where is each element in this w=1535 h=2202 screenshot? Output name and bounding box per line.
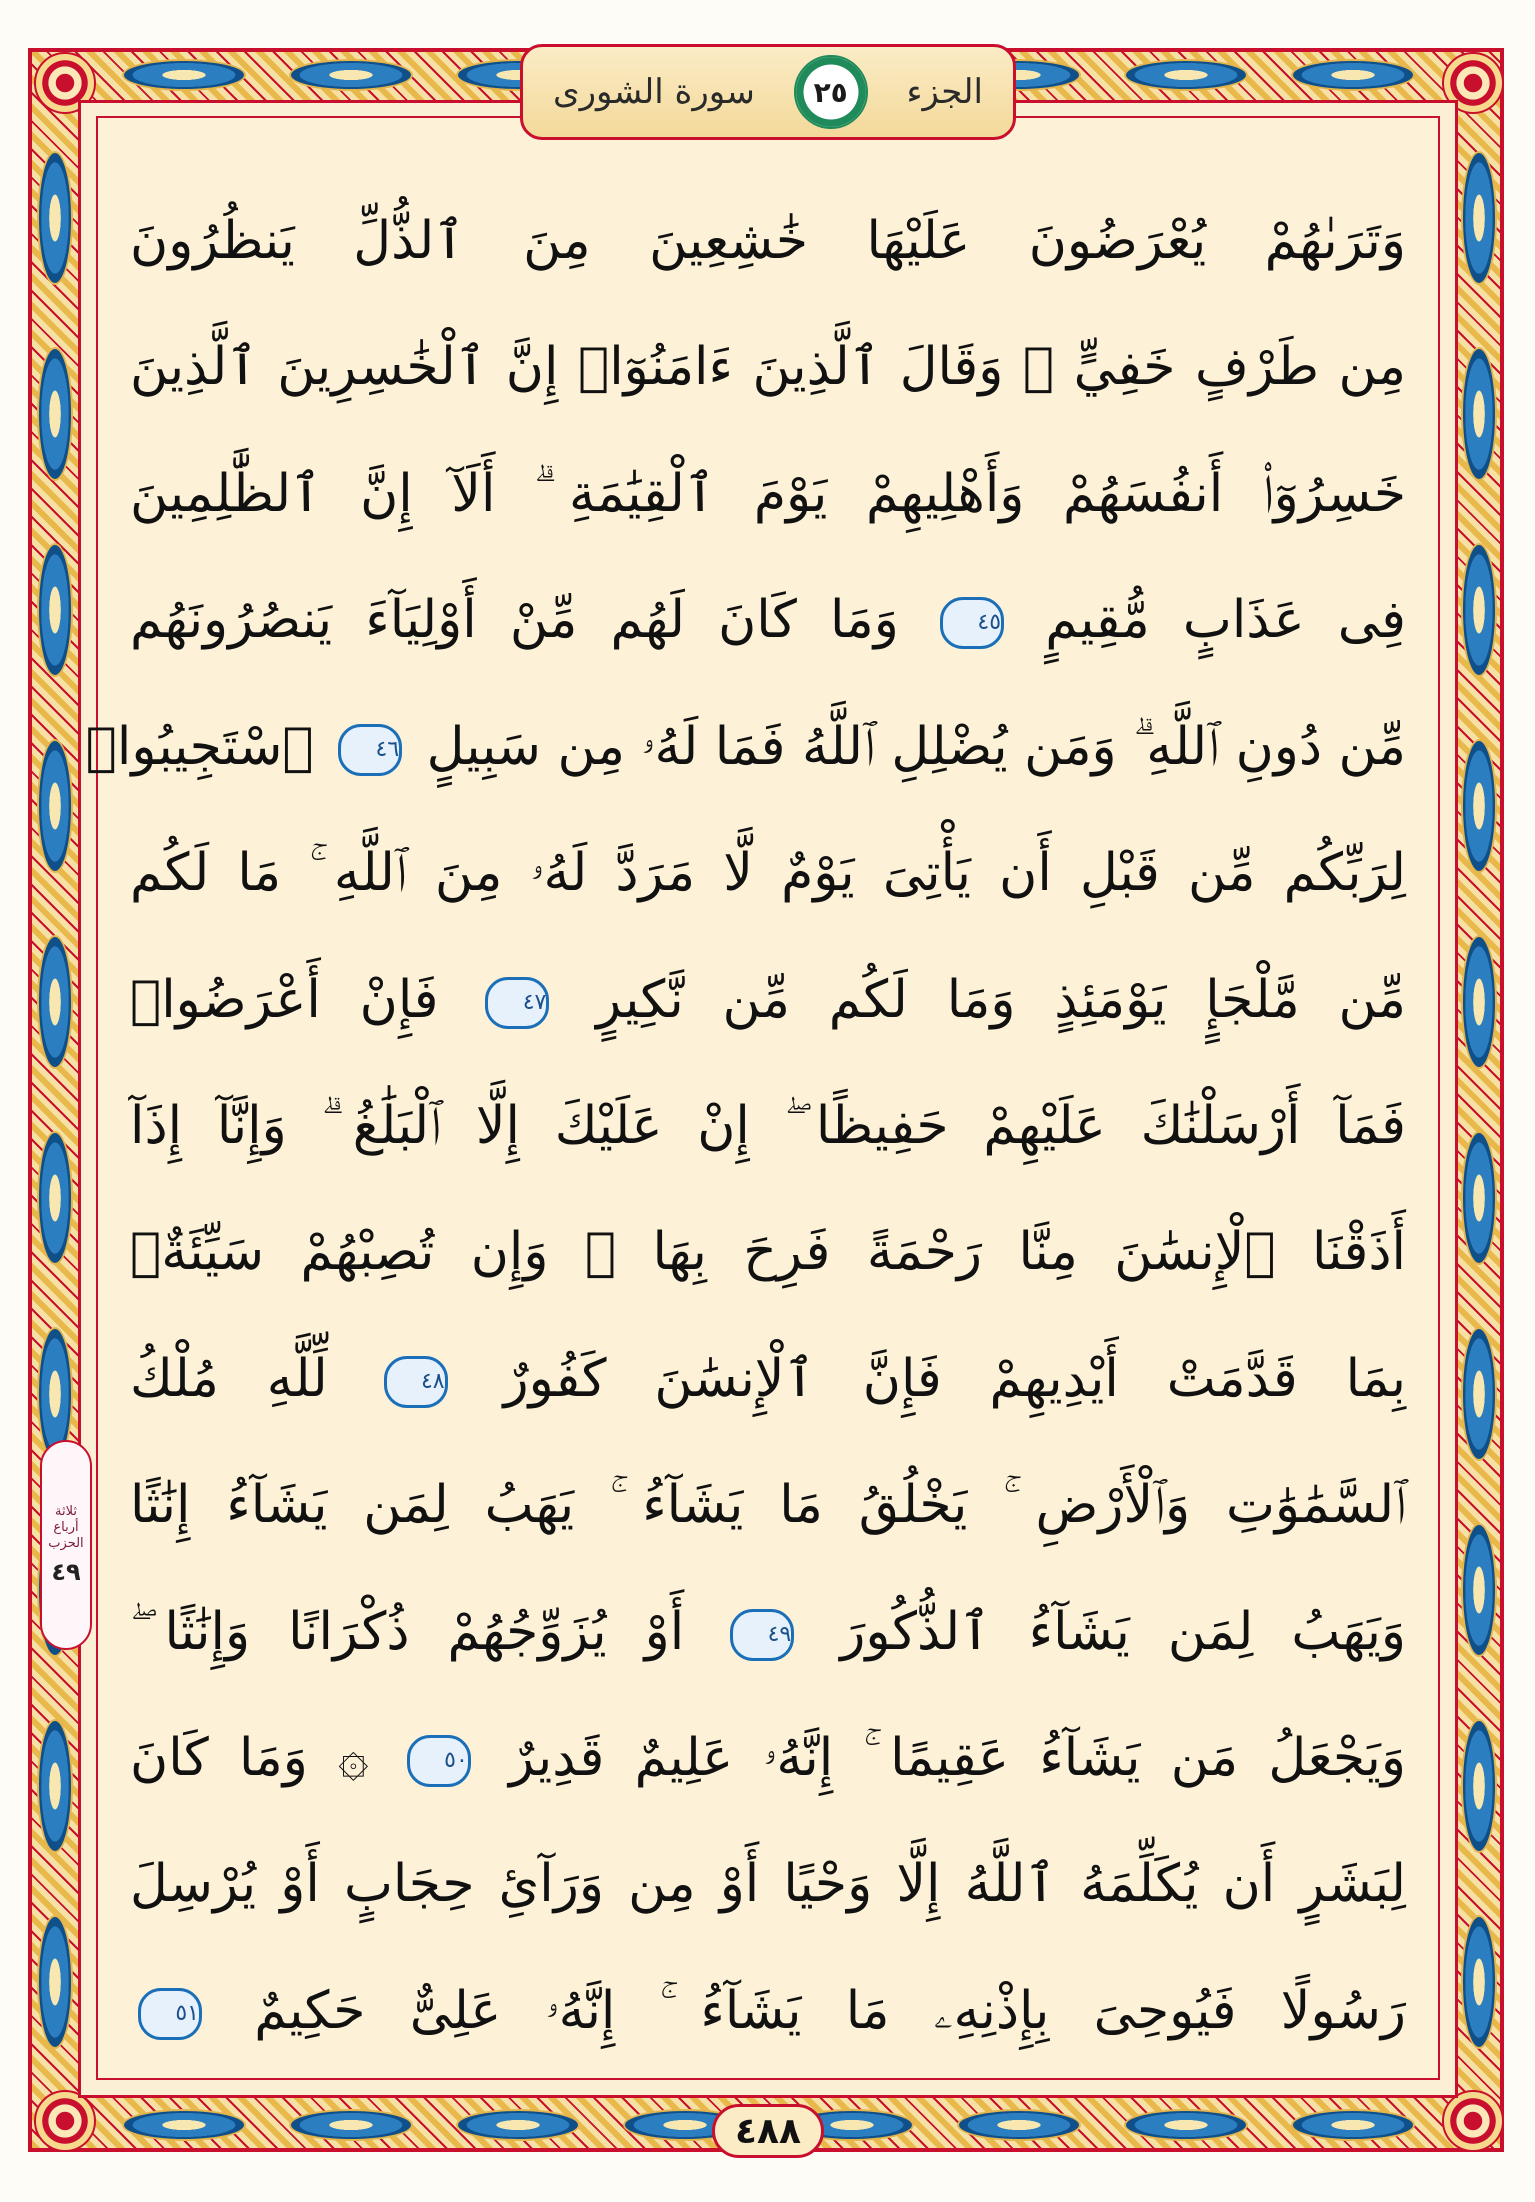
ornament-medallion xyxy=(122,59,246,91)
line-text: أَذَقْنَا ٱلْإِنسَٰنَ مِنَّا رَحْمَةً فَرِحَ بِهَا ۖ وَإِن تُصِبْهُمْ سَيِّئَةٌۢ xyxy=(130,1222,1406,1283)
ornament-medallion xyxy=(1461,151,1497,285)
ayah-number-marker: ٥٠ xyxy=(407,1735,471,1787)
juz-label: الجزء xyxy=(906,72,983,112)
text-line xyxy=(130,945,1406,1055)
ayah-number-marker: ٤٨ xyxy=(384,1356,448,1408)
ornament-medallion xyxy=(37,935,73,1069)
ornament-medallion xyxy=(37,739,73,873)
ornament-medallion xyxy=(1124,59,1248,91)
line-text: وَتَرَىٰهُمْ يُعْرَضُونَ عَلَيْهَا خَٰشِعِينَ مِنَ ٱلذُّلِّ يَنظُرُونَ xyxy=(130,211,1406,271)
text-line xyxy=(130,439,1406,549)
line-text: أَوْ يُزَوِّجُهُمْ ذُكْرَانًا وَإِنَٰثًا ۖ xyxy=(130,1601,685,1662)
page-header xyxy=(520,44,1016,140)
text-line xyxy=(130,565,1406,675)
ornament-medallion xyxy=(1124,2109,1248,2141)
ornament-medallion xyxy=(289,2109,413,2141)
ornament-medallion xyxy=(1461,1131,1497,1265)
line-text: وَيَجْعَلُ مَن يَشَآءُ عَقِيمًا ۚ إِنَّهُۥ عَلِيمٌ قَدِيرٌ xyxy=(509,1728,1407,1789)
line-text: ۞ وَمَا كَانَ xyxy=(130,1728,369,1789)
ornament-medallion xyxy=(37,151,73,285)
hizb-number: ٤٩ xyxy=(51,1558,81,1586)
line-text: وَمَا كَانَ لَهُم مِّنْ أَوْلِيَآءَ يَنصُرُونَهُم xyxy=(130,590,899,651)
ayah-number-marker: ٤٥ xyxy=(940,597,1004,649)
line-text: لِبَشَرٍ أَن يُكَلِّمَهُ ٱللَّهُ إِلَّا وَحْيًا أَوْ مِن وَرَآئِ حِجَابٍ أَوْ يُرْسِلَ xyxy=(130,1854,1406,1915)
text-line xyxy=(130,1324,1406,1434)
ornament-medallion xyxy=(37,1915,73,2049)
line-text: خَسِرُوٓا۟ أَنفُسَهُمْ وَأَهْلِيهِمْ يَوْمَ ٱلْقِيَٰمَةِ ۗ أَلَآ إِنَّ ٱلظَّٰلِمِينَ xyxy=(130,463,1406,524)
text-line xyxy=(130,312,1406,422)
text-line xyxy=(130,1956,1406,2066)
ornament-medallion xyxy=(37,347,73,481)
ornament-medallion xyxy=(1461,1915,1497,2049)
line-text: لِّلَّهِ مُلْكُ xyxy=(130,1348,328,1409)
ornament-medallion xyxy=(1461,347,1497,481)
ornament-medallion xyxy=(37,1719,73,1853)
ornament-medallion xyxy=(122,2109,246,2141)
hizb-marker xyxy=(40,1440,92,1650)
page-number: ٤٨٨ xyxy=(735,2110,801,2152)
verse-lines xyxy=(85,186,1407,2066)
line-text: لِرَبِّكُم مِّن قَبْلِ أَن يَأْتِىَ يَوْمٌ لَّا مَرَدَّ لَهُۥ مِنَ ٱللَّهِ ۚ مَا لَكُم xyxy=(130,843,1406,904)
ayah-number-marker: ٥١ xyxy=(138,1988,202,2040)
line-text: مِن طَرْفٍ خَفِيٍّ ۗ وَقَالَ ٱلَّذِينَ ءَامَنُوٓا۟ إِنَّ ٱلْخَٰسِرِينَ ٱلَّذِينَ xyxy=(130,337,1406,398)
line-text: ٱسْتَجِيبُوا۟ xyxy=(85,716,314,777)
text-line xyxy=(130,1450,1406,1560)
text-line xyxy=(130,1703,1406,1813)
line-text: رَسُولًا فَيُوحِىَ بِإِذْنِهِۦ مَا يَشَآءُ ۚ إِنَّهُۥ عَلِىٌّ حَكِيمٌ xyxy=(254,1980,1406,2041)
line-text: مِّن مَّلْجَإٍ يَوْمَئِذٍ وَمَا لَكُم مِّن نَّكِيرٍ xyxy=(596,969,1406,1030)
text-line xyxy=(85,692,1406,802)
surah-name: سورة الشورى xyxy=(553,72,755,112)
ornament-medallion xyxy=(1461,1523,1497,1657)
line-text: فِى عَذَابٍ مُّقِيمٍ xyxy=(1045,590,1406,651)
ornament-medallion xyxy=(1461,1327,1497,1461)
line-text: فَمَآ أَرْسَلْنَٰكَ عَلَيْهِمْ حَفِيظًا ۖ إِنْ عَلَيْكَ إِلَّا ٱلْبَلَٰغُ ۗ وَإِنَّآ إِذَآ xyxy=(130,1095,1406,1156)
juz-number: ٢٥ xyxy=(813,75,848,109)
line-text: ٱلسَّمَٰوَٰتِ وَٱلْأَرْضِ ۚ يَخْلُقُ مَا يَشَآءُ ۚ يَهَبُ لِمَن يَشَآءُ إِنَٰثًا xyxy=(130,1475,1406,1536)
ornament-medallion xyxy=(957,2109,1081,2141)
text-line xyxy=(130,1829,1406,1939)
ornament-medallion xyxy=(37,1131,73,1265)
hizb-label: ثلاثة أرباع الحزب xyxy=(48,1504,84,1551)
ornament-medallion xyxy=(1461,935,1497,1069)
text-line xyxy=(130,1197,1406,1307)
text-line xyxy=(130,1577,1406,1687)
ayah-number-marker: ٤٧ xyxy=(485,977,549,1029)
ornament-medallion xyxy=(37,543,73,677)
ornament-medallion xyxy=(1291,2109,1415,2141)
ayah-number-marker: ٤٦ xyxy=(338,724,402,776)
ornament-medallion xyxy=(1291,59,1415,91)
line-text: فَإِنْ أَعْرَضُوا۟ xyxy=(130,969,439,1030)
corner-rosette xyxy=(1442,2090,1504,2152)
line-text: مِّن دُونِ ٱللَّهِ ۗ وَمَن يُضْلِلِ ٱللَّهُ فَمَا لَهُۥ مِن سَبِيلٍ xyxy=(426,716,1406,777)
corner-rosette xyxy=(34,2090,96,2152)
juz-badge xyxy=(794,55,868,129)
text-line xyxy=(130,186,1406,296)
ornament-medallion xyxy=(1461,1719,1497,1853)
left-ornament-column xyxy=(32,120,81,2080)
text-line xyxy=(130,818,1406,928)
line-text: بِمَا قَدَّمَتْ أَيْدِيهِمْ فَإِنَّ ٱلْإِنسَٰنَ كَفُورٌ xyxy=(503,1348,1407,1409)
ornament-medallion xyxy=(1461,543,1497,677)
page-number-box xyxy=(712,2104,824,2158)
right-ornament-column xyxy=(1456,120,1502,2080)
ornament-medallion xyxy=(289,59,413,91)
ornament-medallion xyxy=(1461,739,1497,873)
ornament-medallion xyxy=(456,2109,580,2141)
text-line xyxy=(130,1071,1406,1181)
line-text: وَيَهَبُ لِمَن يَشَآءُ ٱلذُّكُورَ xyxy=(840,1601,1407,1662)
ayah-number-marker: ٤٩ xyxy=(730,1609,794,1661)
